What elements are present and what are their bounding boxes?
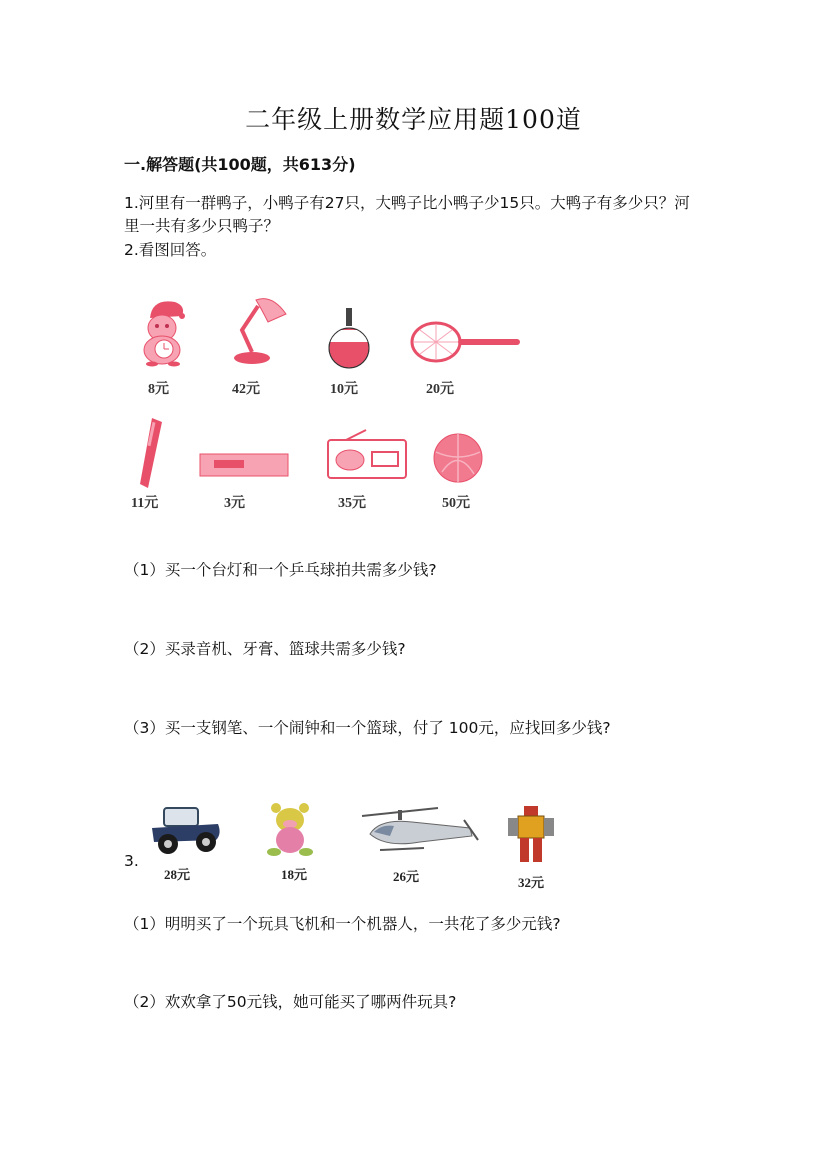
price-label: 11元: [131, 496, 159, 511]
section-heading: 一.解答题(共100题，共613分): [124, 155, 356, 174]
price-label: 35元: [338, 496, 366, 511]
price-label: 10元: [330, 382, 358, 397]
price-label: 3元: [224, 496, 245, 511]
plush-toy-icon: [264, 802, 316, 858]
robot-icon: [506, 806, 558, 864]
price-label: 50元: [442, 496, 470, 511]
price-label: 8元: [148, 382, 169, 397]
question-3-2: （2）欢欢拿了50元钱，她可能买了哪两件玩具?: [124, 993, 457, 1011]
price-label: 32元: [518, 875, 545, 890]
toy-car-icon: [148, 800, 224, 858]
price-label: 18元: [281, 867, 308, 882]
ping-pong-paddle-icon: [326, 308, 374, 370]
penguin-clock-icon: [140, 296, 190, 366]
price-label: 26元: [393, 869, 420, 884]
price-label: 20元: [426, 382, 454, 397]
price-label: 28元: [164, 867, 191, 882]
desk-lamp-icon: [228, 296, 288, 366]
question-3-label: 3.: [124, 852, 139, 870]
question-2-2: （2）买录音机、牙膏、篮球共需多少钱?: [124, 640, 406, 658]
page-title: 二年级上册数学应用题100道: [245, 105, 582, 134]
pen-icon: [136, 416, 166, 492]
question-3-1: （1）明明买了一个玩具飞机和一个机器人，一共花了多少元钱?: [124, 915, 561, 933]
radio-icon: [326, 430, 408, 480]
price-label: 42元: [232, 382, 260, 397]
racket-icon: [410, 318, 522, 364]
basketball-icon: [432, 432, 484, 484]
question-2-3: （3）买一支钢笔、一个闹钟和一个篮球，付了 100元，应找回多少钱?: [124, 719, 611, 737]
question-2-1: （1）买一个台灯和一个乒乓球拍共需多少钱?: [124, 561, 437, 579]
question-2-label: 2.看图回答。: [124, 241, 217, 259]
toothpaste-icon: [198, 452, 290, 478]
question-1: 1.河里有一群鸭子，小鸭子有27只，大鸭子比小鸭子少15只。大鸭子有多少只？河里一共有多少只鸭子？: [124, 194, 690, 235]
helicopter-icon: [360, 802, 484, 858]
